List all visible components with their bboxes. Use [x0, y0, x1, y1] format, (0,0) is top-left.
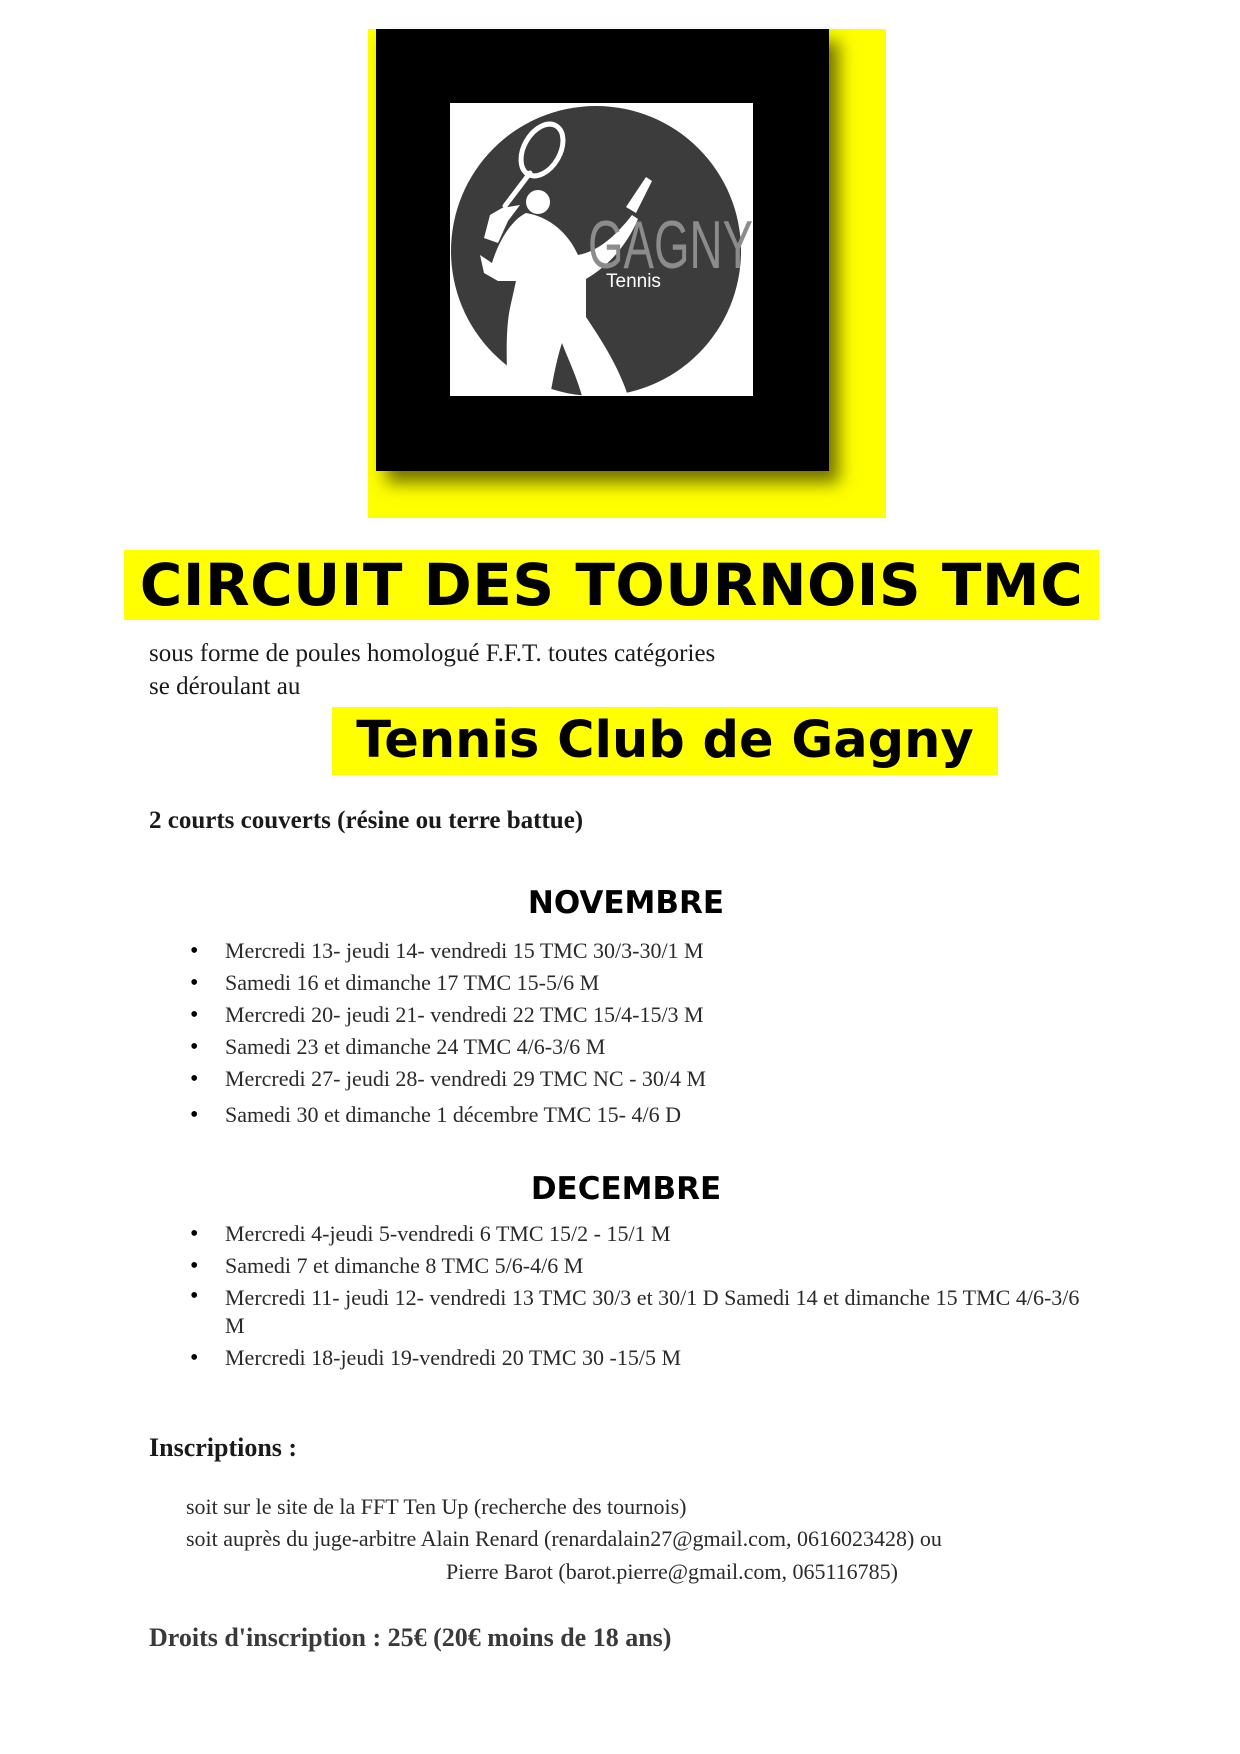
tennis-player-logo-icon: [450, 103, 753, 396]
list-item: • Mercredi 18-jeudi 19-vendredi 20 TMC 30 -15/5 M: [190, 1342, 1080, 1374]
december-schedule: [190, 1218, 1080, 1374]
logo-subtitle: Tennis: [606, 271, 661, 292]
inscriptions-line-1: soit sur le site de la FFT Ten Up (recherche des tournois): [186, 1494, 687, 1519]
list-item: • Mercredi 11- jeudi 12- vendredi 13 TMC 30/3 et 30/1 D Samedi 14 et dimanche 15 TMC 4/6-3/6 M: [190, 1282, 1080, 1342]
list-item: • Samedi 16 et dimanche 17 TMC 15-5/6 M: [190, 967, 1080, 999]
subtitle-line-2: se déroulant au: [149, 673, 301, 700]
inscriptions-line-3: Pierre Barot (barot.pierre@gmail.com, 065116785): [446, 1559, 898, 1584]
inscriptions-line-2: soit auprès du juge-arbitre Alain Renard (renardalain27@gmail.com, 0616023428) ou: [186, 1526, 942, 1551]
list-item: • Mercredi 13- jeudi 14- vendredi 15 TMC 30/3-30/1 M: [190, 935, 1080, 967]
logo: [450, 103, 753, 396]
subtitle-line-1: sous forme de poules homologué F.F.T. toutes catégories: [149, 640, 716, 667]
registration-fees: Droits d'inscription : 25€ (20€ moins de 18 ans): [149, 1623, 672, 1652]
november-heading: NOVEMBRE: [527, 885, 725, 921]
list-item: • Samedi 23 et dimanche 24 TMC 4/6-3/6 M: [190, 1031, 1080, 1063]
logo-brand: GAGNY: [588, 207, 753, 283]
club-title: Tennis Club de Gagny: [332, 707, 998, 775]
list-item: • Samedi 30 et dimanche 1 décembre TMC 15- 4/6 D: [190, 1099, 1080, 1131]
december-heading: DECEMBRE: [530, 1171, 722, 1207]
inscriptions-label: Inscriptions :: [149, 1433, 298, 1462]
page-title: CIRCUIT DES TOURNOIS TMC: [124, 550, 1099, 620]
list-item: • Mercredi 20- jeudi 21- vendredi 22 TMC 15/4-15/3 M: [190, 999, 1080, 1031]
list-item: • Mercredi 4-jeudi 5-vendredi 6 TMC 15/2 - 15/1 M: [190, 1218, 1080, 1250]
november-schedule: [190, 935, 1080, 1131]
list-item: • Samedi 7 et dimanche 8 TMC 5/6-4/6 M: [190, 1250, 1080, 1282]
list-item: • Mercredi 27- jeudi 28- vendredi 29 TMC NC - 30/4 M: [190, 1063, 1080, 1095]
courts-info: 2 courts couverts (résine ou terre battue): [149, 807, 584, 834]
